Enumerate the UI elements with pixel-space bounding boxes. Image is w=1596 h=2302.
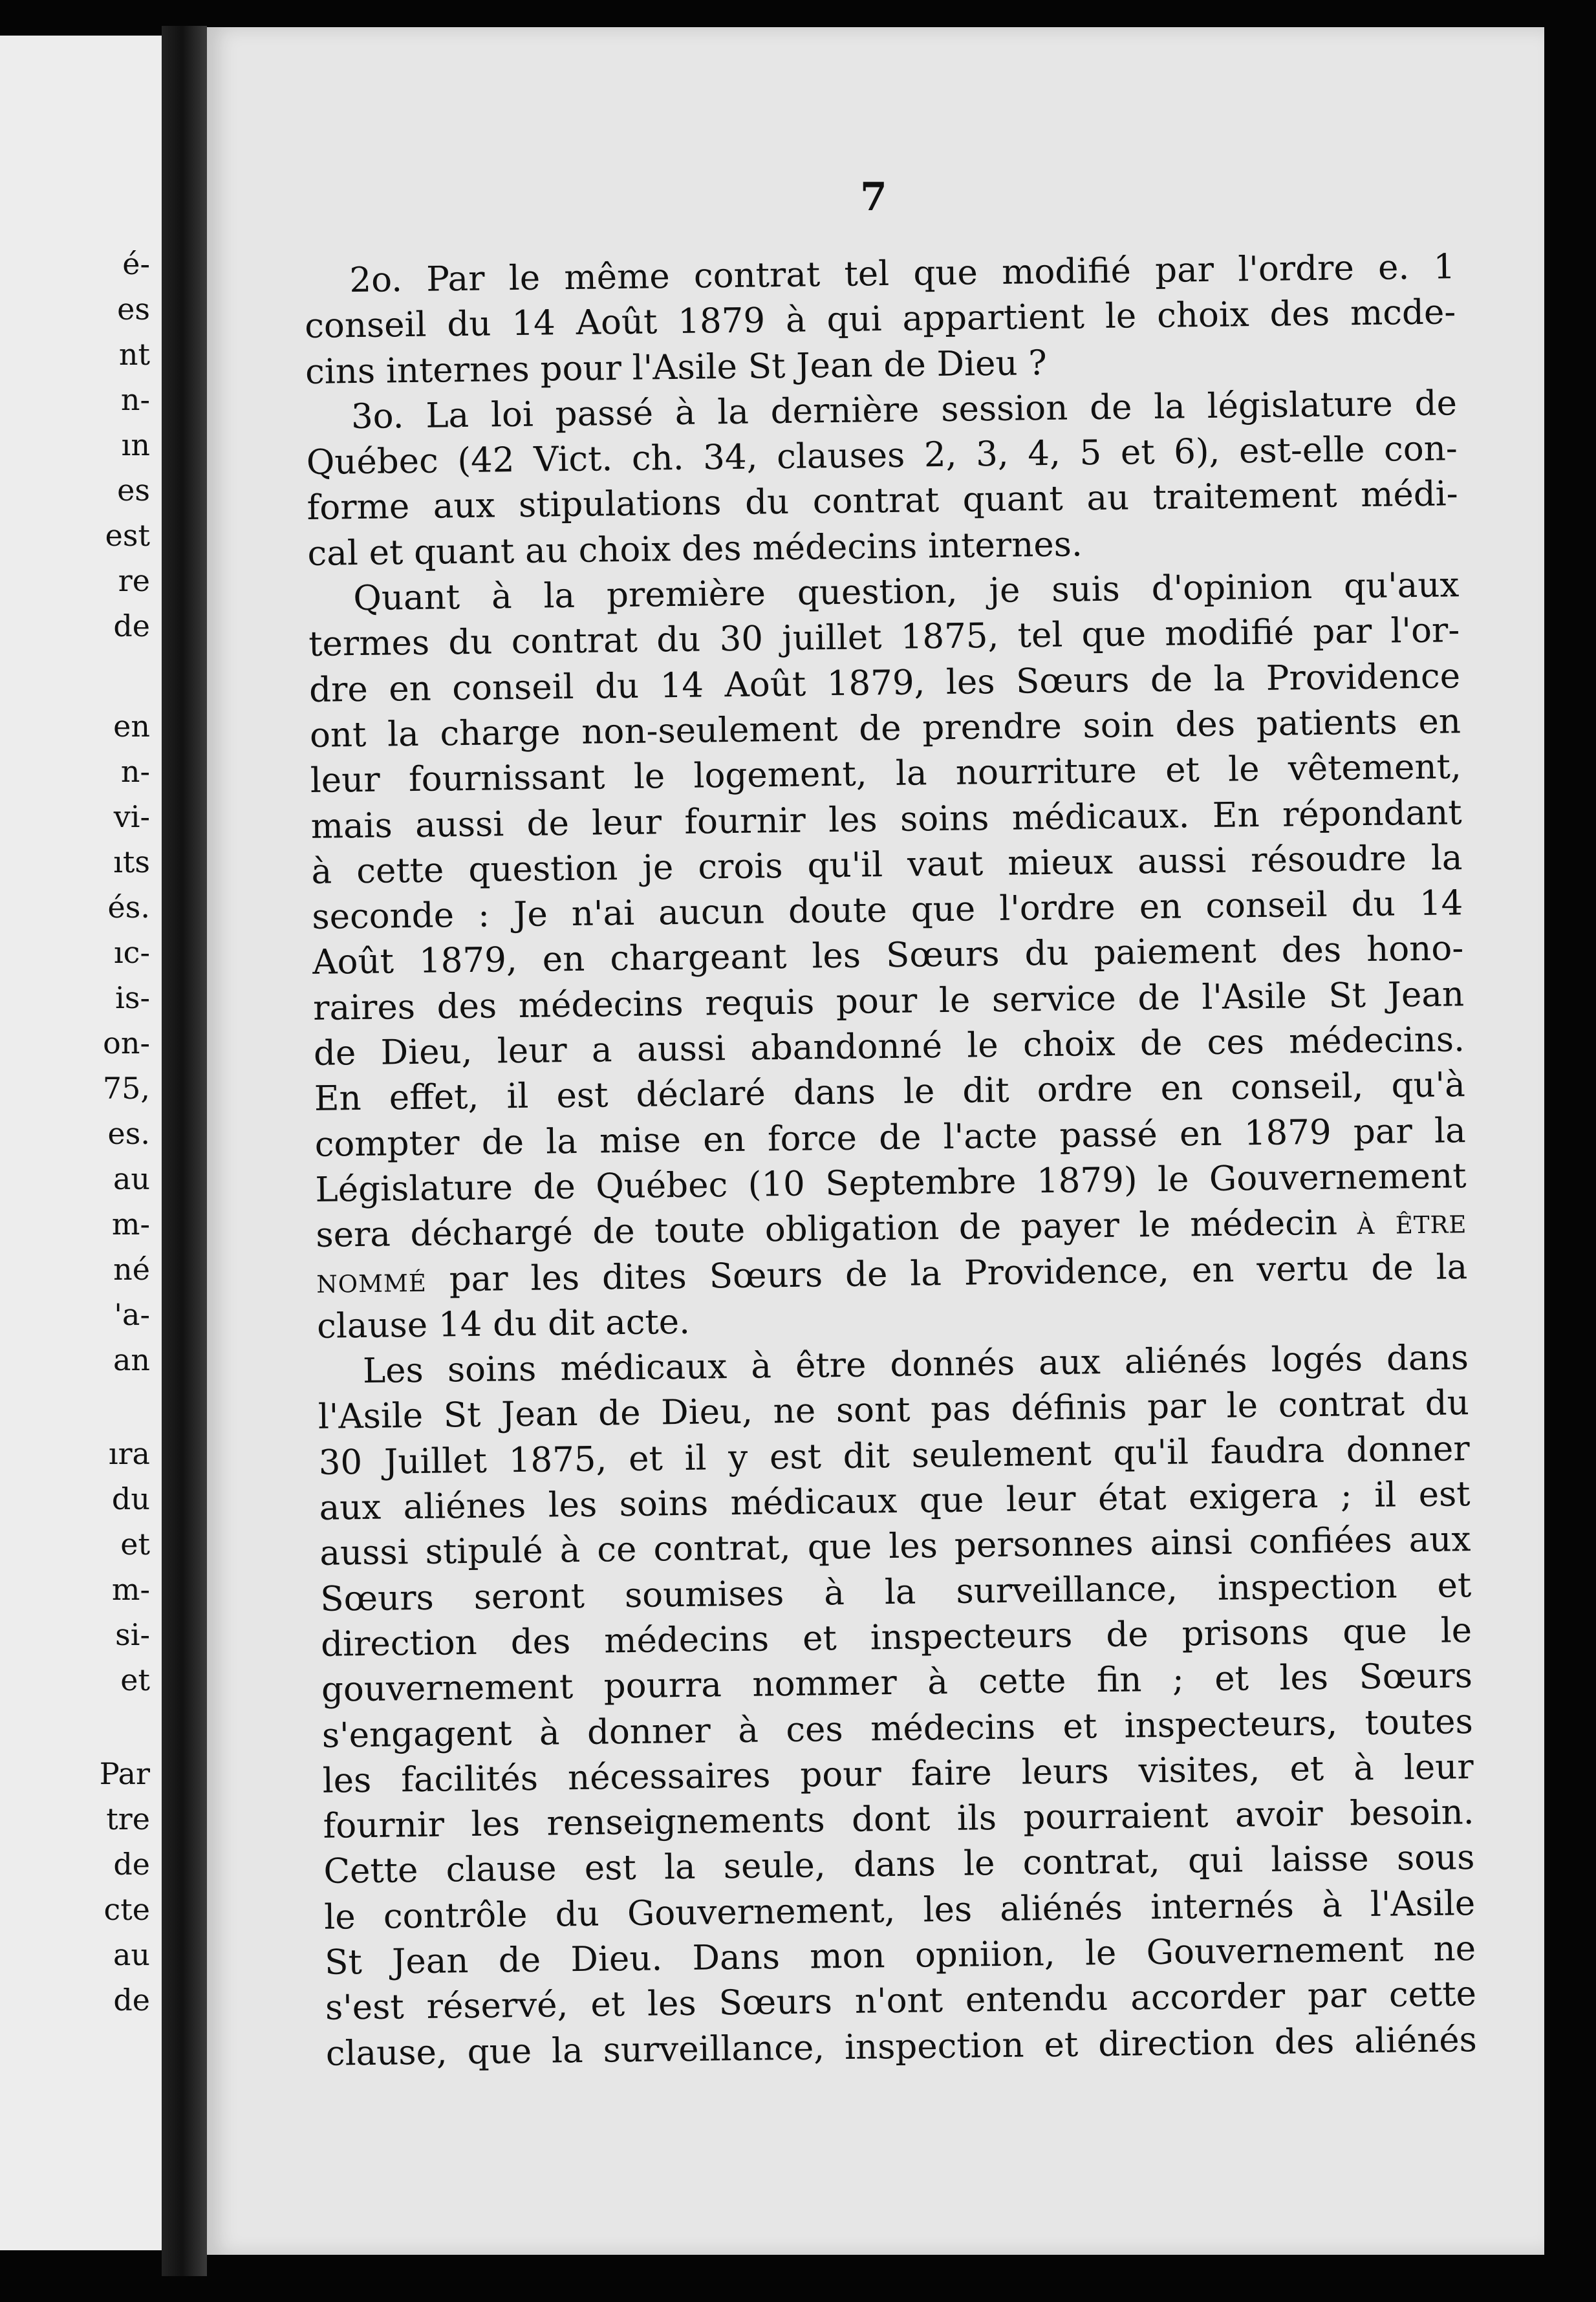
text-segment: de Dieu, leur a aussi abandonné le choix de ces médecins. xyxy=(313,1020,1465,1073)
facing-page-text-fragment: 75, xyxy=(102,1071,150,1106)
text-segment: seconde : Je n'ai aucun doute que l'ordre en conseil du 14 xyxy=(312,883,1463,938)
facing-page-text-fragment: m- xyxy=(111,1207,150,1242)
text-segment: termes du contrat du 30 juillet 1875, tel que modifié par l'or- xyxy=(308,610,1460,665)
facing-page-text-fragment: é- xyxy=(122,246,150,281)
text-segment: s'est réservé, et les Sœurs n'ont entendu accorder par cette xyxy=(325,1974,1477,2028)
text-segment: cal et quant au choix des médecins internes. xyxy=(307,524,1083,574)
text-segment: Cette clause est la seule, dans le contrat, qui laisse sous xyxy=(323,1838,1475,1892)
page-text xyxy=(304,244,1477,2076)
facing-page-fragment xyxy=(0,36,162,2250)
text-segment: l'Asile St Jean de Dieu, ne sont pas définis par le contrat du xyxy=(318,1383,1470,1437)
text-segment: Législature de Québec (10 Septembre 1879) le Gouvernement xyxy=(315,1156,1467,1210)
text-segment: les facilités nécessaires pour faire leurs visites, et à leur xyxy=(322,1747,1474,1801)
text-segment: à cette question je crois qu'il vaut mieux aussi résoudre la xyxy=(311,838,1463,892)
facing-page-text-fragment: Par xyxy=(99,1756,150,1791)
facing-page-text-fragment: is- xyxy=(115,980,150,1015)
facing-page-text-fragment: tre xyxy=(106,1802,150,1836)
text-segment: aussi stipulé à ce contrat, que les personnes ainsi confiées aux xyxy=(319,1520,1471,1574)
facing-page-text-fragment: né xyxy=(113,1252,150,1287)
facing-page-text-fragment: de xyxy=(113,608,150,643)
text-segment: Quant à la première question, je suis d'opinion qu'aux xyxy=(353,565,1460,619)
text-segment: compter de la mise en force de l'acte passé en 1879 par la xyxy=(314,1110,1466,1165)
text-segment: cins internes pour l'Asile St Jean de Dieu ? xyxy=(305,343,1048,392)
facing-page-text-fragment: és. xyxy=(107,890,150,925)
text-segment: gouvernement pourra nommer à cette fin ; et les Sœurs xyxy=(321,1656,1473,1710)
text-segment: direction des médecins et inspecteurs de prisons que le xyxy=(320,1611,1472,1664)
facing-page-text-fragment: au xyxy=(113,1937,150,1972)
facing-page-text-fragment: ıts xyxy=(113,844,150,879)
small-caps-text: à être xyxy=(1357,1201,1467,1243)
text-segment: mais aussi de leur fournir les soins médicaux. En répondant xyxy=(310,792,1462,846)
facing-page-text-fragment: et xyxy=(120,1527,150,1562)
text-segment: forme aux stipulations du contrat quant au traitement médi- xyxy=(307,474,1458,528)
text-segment: 30 Juillet 1875, et il y est dit seulement qu'il faudra donner xyxy=(318,1428,1470,1483)
facing-page-text-fragment: an xyxy=(113,1342,150,1377)
facing-page-text-fragment: vi- xyxy=(113,799,150,834)
facing-page-text-fragment: on- xyxy=(103,1026,150,1060)
facing-page-text-fragment: es xyxy=(117,473,150,508)
text-segment: En effet, il est déclaré dans le dit ordre en conseil, qu'à xyxy=(314,1065,1466,1119)
facing-page-text-fragment: nt xyxy=(118,337,150,372)
text-segment: Sœurs seront soumises à la surveillance, inspection et xyxy=(319,1565,1472,1619)
text-segment: conseil du 14 Août 1879 à qui appartient le choix des mcde- xyxy=(304,292,1456,347)
text-segment: s'engagent à donner à ces médecins et inspecteurs, toutes xyxy=(321,1701,1474,1756)
text-segment: Québec (42 Vict. ch. 34, clauses 2, 3, 4, 5 et 6), est-elle con- xyxy=(306,429,1458,483)
book-gutter xyxy=(162,26,207,2276)
facing-page-text-fragment: re xyxy=(118,563,150,598)
text-segment: clause, que la surveillance, inspection et direction des aliénés xyxy=(325,2019,1478,2074)
facing-page-text-fragment: m- xyxy=(111,1572,150,1607)
facing-page-text-fragment: de xyxy=(113,1847,150,1882)
text-segment: Août 1879, en chargeant les Sœurs du paiement des hono- xyxy=(312,929,1464,983)
facing-page-text-fragment: en xyxy=(113,709,150,744)
small-caps-text: nommé xyxy=(316,1260,427,1301)
facing-page-text-fragment: ın xyxy=(121,427,150,462)
facing-page-text-fragment: cte xyxy=(103,1892,150,1927)
text-segment: Les soins médicaux à être donnés aux aliénés logés dans xyxy=(362,1338,1469,1392)
facing-page-text-fragment: de xyxy=(113,1983,150,2017)
text-segment: ont la charge non-seulement de prendre soin des patients en xyxy=(309,702,1461,755)
facing-page-text-fragment: n- xyxy=(120,754,150,789)
text-segment: raires des médecins requis pour le service de l'Asile St Jean xyxy=(312,974,1465,1028)
facing-page-text-fragment: es xyxy=(117,292,150,327)
text-segment: sera déchargé de toute obligation de payer le médecin xyxy=(316,1203,1357,1256)
text-segment: St Jean de Dieu. Dans mon opniion, le Gouvernement ne xyxy=(324,1929,1476,1983)
facing-page-text-fragment: du xyxy=(111,1481,150,1516)
facing-page-text-fragment: n- xyxy=(120,382,150,417)
text-segment: 2o. Par le même contrat tel que modifié par l'ordre e. 1 xyxy=(349,247,1456,301)
text-segment: le contrôle du Gouvernement, les aliénés internés à l'Asile xyxy=(323,1883,1476,1937)
text-segment: dre en conseil du 14 Août 1879, les Sœurs de la Providence xyxy=(308,656,1461,710)
text-segment: 3o. La loi passé à la dernière session de la législature de xyxy=(350,383,1458,437)
facing-page-text-fragment: et xyxy=(120,1662,150,1697)
facing-page-text-fragment: es. xyxy=(107,1116,150,1151)
facing-page-text-fragment: au xyxy=(113,1161,150,1196)
text-segment: aux aliénes les soins médicaux que leur état exigera ; il est xyxy=(319,1474,1471,1528)
text-segment: leur fournissant le logement, la nourriture et le vêtement, xyxy=(310,747,1462,801)
facing-page-text-fragment: est xyxy=(105,518,150,553)
facing-page-text-fragment: 'a- xyxy=(114,1297,150,1332)
text-segment: clause 14 du dit acte. xyxy=(316,1302,691,1346)
text-segment: par les dites Sœurs de la Providence, en vertu de la xyxy=(426,1247,1468,1300)
facing-page-text-fragment: si- xyxy=(115,1617,150,1652)
page-number: 7 xyxy=(860,175,887,220)
facing-page-text-fragment: ıra xyxy=(108,1436,150,1471)
facing-page-text-fragment: ıc- xyxy=(113,935,150,970)
text-segment: fournir les renseignements dont ils pourraient avoir besoin. xyxy=(323,1792,1474,1846)
